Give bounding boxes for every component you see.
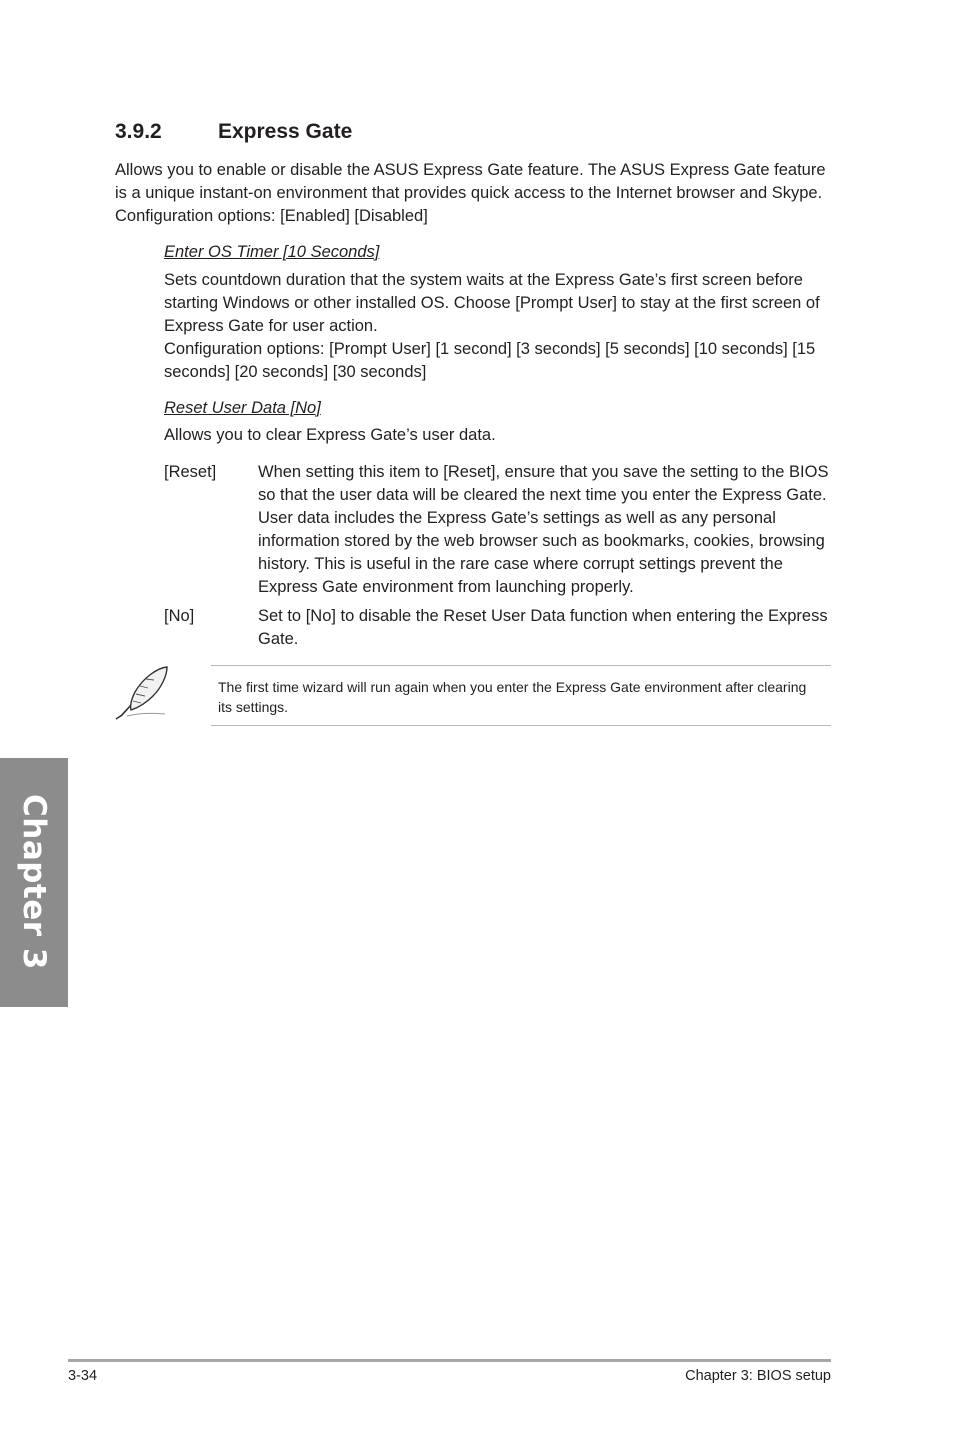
option-desc-no: Set to [No] to disable the Reset User Data function when entering the Express Gate. (258, 607, 828, 648)
option-key-no: [No] (164, 607, 195, 625)
footer-chapter-label: Chapter 3: BIOS setup (685, 1368, 831, 1384)
item-title-enter-os-timer: Enter OS Timer [10 Seconds] (164, 243, 380, 261)
note-bottom-rule (211, 725, 831, 726)
footer-page-number: 3-34 (68, 1368, 98, 1384)
item-options-enter-os-timer: Configuration options: [Prompt User] [1 second] [3 seconds] [5 seconds] [10 seconds] [15 seconds] [20 seconds] [30 seconds] (164, 340, 816, 381)
item-title-reset-user-data: Reset User Data [No] (164, 399, 321, 417)
footer-rule (68, 1359, 831, 1362)
intro-paragraph: Allows you to enable or disable the ASUS Express Gate feature. The ASUS Express Gate feature is a unique instant-on environment that provides quick access to the Internet browser and Skype. Configuration options: [Enabled] [Disabled] (115, 161, 826, 225)
item-description-reset-user-data: Allows you to clear Express Gate’s user data. (164, 426, 496, 444)
option-key-reset: [Reset] (164, 463, 217, 481)
section-heading (115, 120, 352, 144)
chapter-side-tab (0, 758, 68, 1007)
feather-pen-icon (113, 664, 173, 722)
option-desc-reset: When setting this item to [Reset], ensure that you save the setting to the BIOS so that the user data will be cleared the next time you enter the Express Gate. User data includes the Express Gate’s settings as well as any personal information stored by the web browser such as bookmarks, cookies, browsing history. This is useful in the rare case where corrupt settings prevent the Express Gate environment from launching properly. (258, 463, 829, 596)
note-text: The first time wizard will run again when you enter the Express Gate environment after clearing its settings. (218, 679, 807, 715)
item-description-enter-os-timer: Sets countdown duration that the system waits at the Express Gate’s first screen before starting Windows or other installed OS. Choose [Prompt User] to stay at the first screen of Express Gate for user action. (164, 271, 820, 335)
chapter-side-tab-label: Chapter 3 (16, 794, 52, 970)
section-title: Express Gate (218, 120, 353, 143)
section-number: 3.9.2 (115, 120, 162, 143)
note-top-rule (211, 665, 831, 666)
